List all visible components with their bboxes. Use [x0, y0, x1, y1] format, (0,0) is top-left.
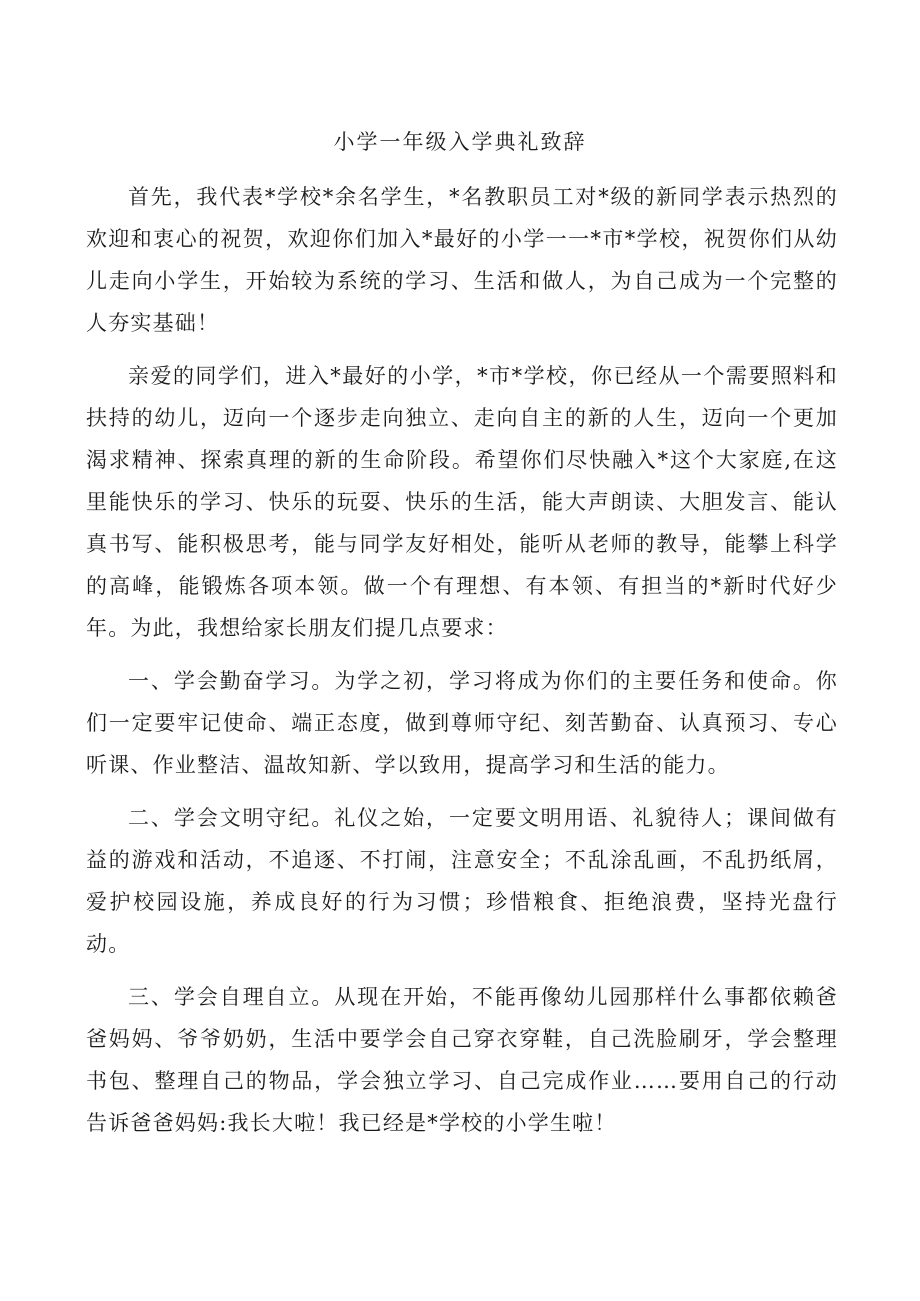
paragraph-point-one: 一、学会勤奋学习。为学之初，学习将成为你们的主要任务和使命。你们一定要牢记使命、端正态度，做到尊师守纪、刻苦勤奋、认真预习、专心听课、作业整洁、温故知新、学以致用，提高学习和生活的能力。: [86, 669, 838, 777]
paragraph-point-two: 二、学会文明守纪。礼仪之始，一定要文明用语、礼貌待人；课间做有益的游戏和活动，不追逐、不打闹，注意安全；不乱涂乱画，不乱扔纸屑，爱护校园设施，养成良好的行为习惯；珍惜粮食、拒绝浪费，坚持光盘行动。: [86, 806, 838, 956]
document-title: 小学一年级入学典礼致辞: [333, 130, 587, 154]
document-body: [86, 176, 838, 1155]
paragraph-opening: 首先，我代表*学校*余名学生，*名教职员工对*级的新同学表示热烈的欢迎和衷心的祝贺，欢迎你们加入*最好的小学一一*市*学校，祝贺你们从幼儿走向小学生，开始较为系统的学习、生活和做人，为自己成为一个完整的人夯实基础！: [86, 185, 838, 335]
paragraph-dear-students: 亲爱的同学们，进入*最好的小学，*市*学校，你已经从一个需要照料和扶持的幼儿，迈向一个逐步走向独立、走向自主的新的人生，迈向一个更加渴求精神、探索真理的新的生命阶段。希望你们尽快融入*这个大家庭,在这里能快乐的学习、快乐的玩耍、快乐的生活，能大声朗读、大胆发言、能认真书写、能积极思考，能与同学友好相处，能听从老师的教导，能攀上科学的高峰，能锻炼各项本领。做一个有理想、有本领、有担当的*新时代好少年。为此，我想给家长朋友们提几点要求：: [86, 364, 838, 640]
paragraph-point-three: 三、学会自理自立。从现在开始，不能再像幼儿园那样什么事都依赖爸爸妈妈、爷爷奶奶，生活中要学会自己穿衣穿鞋，自己洗脸刷牙，学会整理书包、整理自己的物品，学会独立学习、自己完成作业……要用自己的行动告诉爸爸妈妈:我长大啦！我已经是*学校的小学生啦！: [86, 985, 838, 1135]
